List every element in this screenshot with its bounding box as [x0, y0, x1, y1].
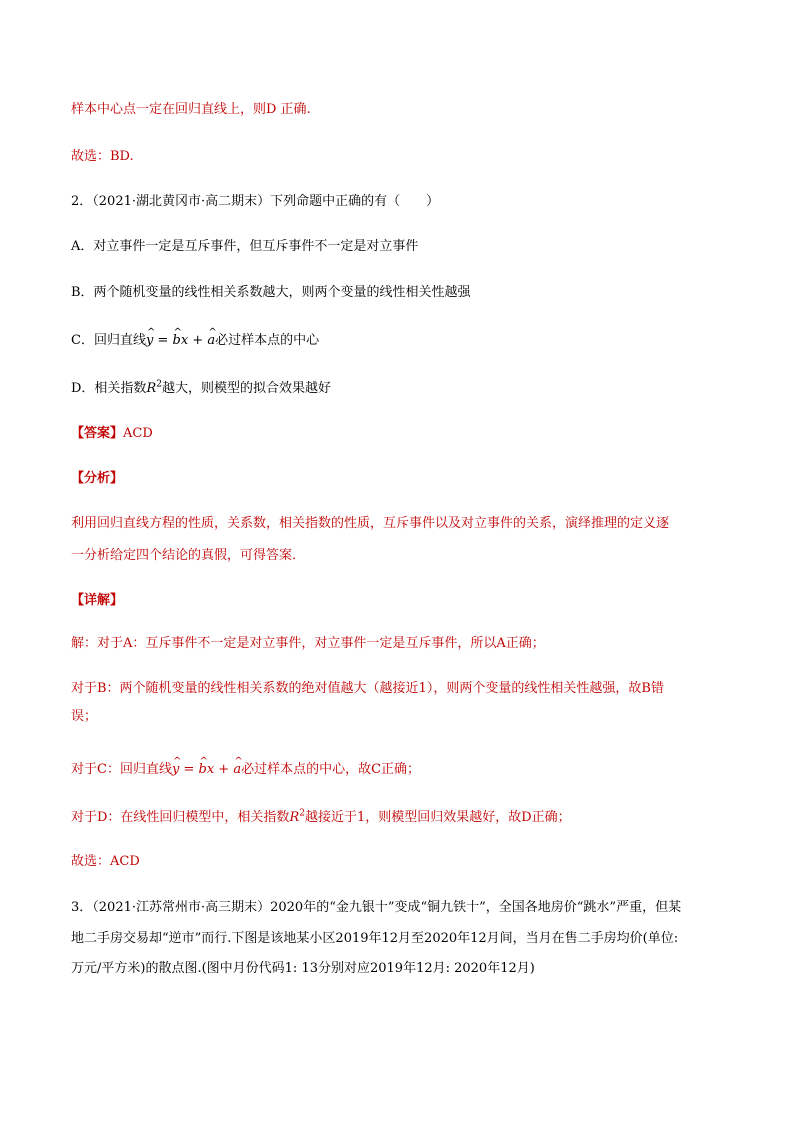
a-hat: ^ a [207, 331, 215, 351]
detail-c-text: 必过样本点的中心，故C正确； [241, 762, 421, 777]
detail-b-line-2: 误； [71, 709, 98, 724]
detail-c [71, 760, 734, 780]
q2-final: 故选：ACD [71, 854, 140, 869]
detail-tag: 【详解】 [71, 593, 124, 608]
option-c-text: 必过样本点的中心 [215, 333, 320, 348]
analysis-line-1: 利用回归直线方程的性质，关系数，相关指数的性质，互斥事件以及对立事件的关系，演绎推理的定义逐 [71, 516, 670, 531]
q2-option-c [71, 331, 734, 351]
detail-a: 解：对于A：互斥事件不一定是对立事件，对立事件一定是互斥事件，所以A正确； [71, 636, 545, 651]
plus-sign: + [188, 333, 208, 348]
analysis-line-2: 一分析给定四个结论的真假，可得答案． [71, 548, 306, 563]
x-var: x [180, 333, 189, 348]
y-hat: ^ y [146, 331, 153, 351]
q2-option-b: B．两个随机变量的线性相关系数越大，则两个变量的线性相关性越强 [71, 285, 471, 300]
q3-line-1: 3．（2021·江苏常州市·高三期末）2020年的“金九银十”变成“铜九铁十”，全国各地房价“跳水”严重，但某 [71, 900, 682, 915]
equals-sign: = [179, 762, 199, 777]
b-hat: ^ b [172, 331, 180, 351]
q2-option-d [71, 379, 734, 399]
r-exponent: 2 [299, 808, 305, 819]
detail-b-line-1: 对于B：两个随机变量的线性相关系数的绝对值越大（越接近1），则两个变量的线性相关性越强，故B错 [71, 681, 664, 696]
detail-d-text: 越接近于1，则模型回归效果越好，故D正确； [304, 810, 571, 825]
answer-tag: 【答案】 [71, 426, 124, 441]
r-symbol: R [146, 381, 157, 396]
option-c-label: C．回归直线 [71, 333, 146, 348]
detail-c-label: 对于C：回归直线 [71, 762, 172, 777]
equals-sign: = [153, 333, 173, 348]
x-var: x [206, 762, 215, 777]
q2-answer [71, 424, 734, 444]
r-exponent: 2 [156, 379, 162, 390]
a-hat: ^ a [233, 760, 241, 780]
answer-value: ACD [123, 426, 153, 441]
analysis-tag: 【分析】 [71, 471, 124, 486]
detail-d [71, 808, 734, 828]
option-d-text: 越大，则模型的拟合效果越好 [161, 381, 331, 396]
y-hat: ^ y [172, 760, 179, 780]
q3-line-2: 地二手房交易却“逆市”而行.下图是该地某小区2019年12月至2020年12月间，当月在售二手房均价(单位: [71, 931, 679, 946]
option-d-label: D．相关指数 [71, 381, 147, 396]
prev-final-answer: 故选：BD. [71, 149, 134, 164]
detail-d-label: 对于D：在线性回归模型中，相关指数 [71, 810, 290, 825]
regression-equation [146, 333, 215, 348]
plus-sign: + [214, 762, 234, 777]
q2-option-a: A．对立事件一定是互斥事件，但互斥事件不一定是对立事件 [71, 239, 419, 254]
r-symbol: R [289, 810, 300, 825]
q3-line-3: 万元/平方米)的散点图.(图中月份代码1: 13分别对应2019年12月: 2020年12月) [71, 961, 535, 976]
b-hat: ^ b [198, 760, 206, 780]
q2-stem: 2．（2021·湖北黄冈市·高二期末）下列命题中正确的有（ ） [71, 194, 440, 209]
prev-conclusion: 样本中心点一定在回归直线上，则D 正确. [71, 102, 311, 117]
